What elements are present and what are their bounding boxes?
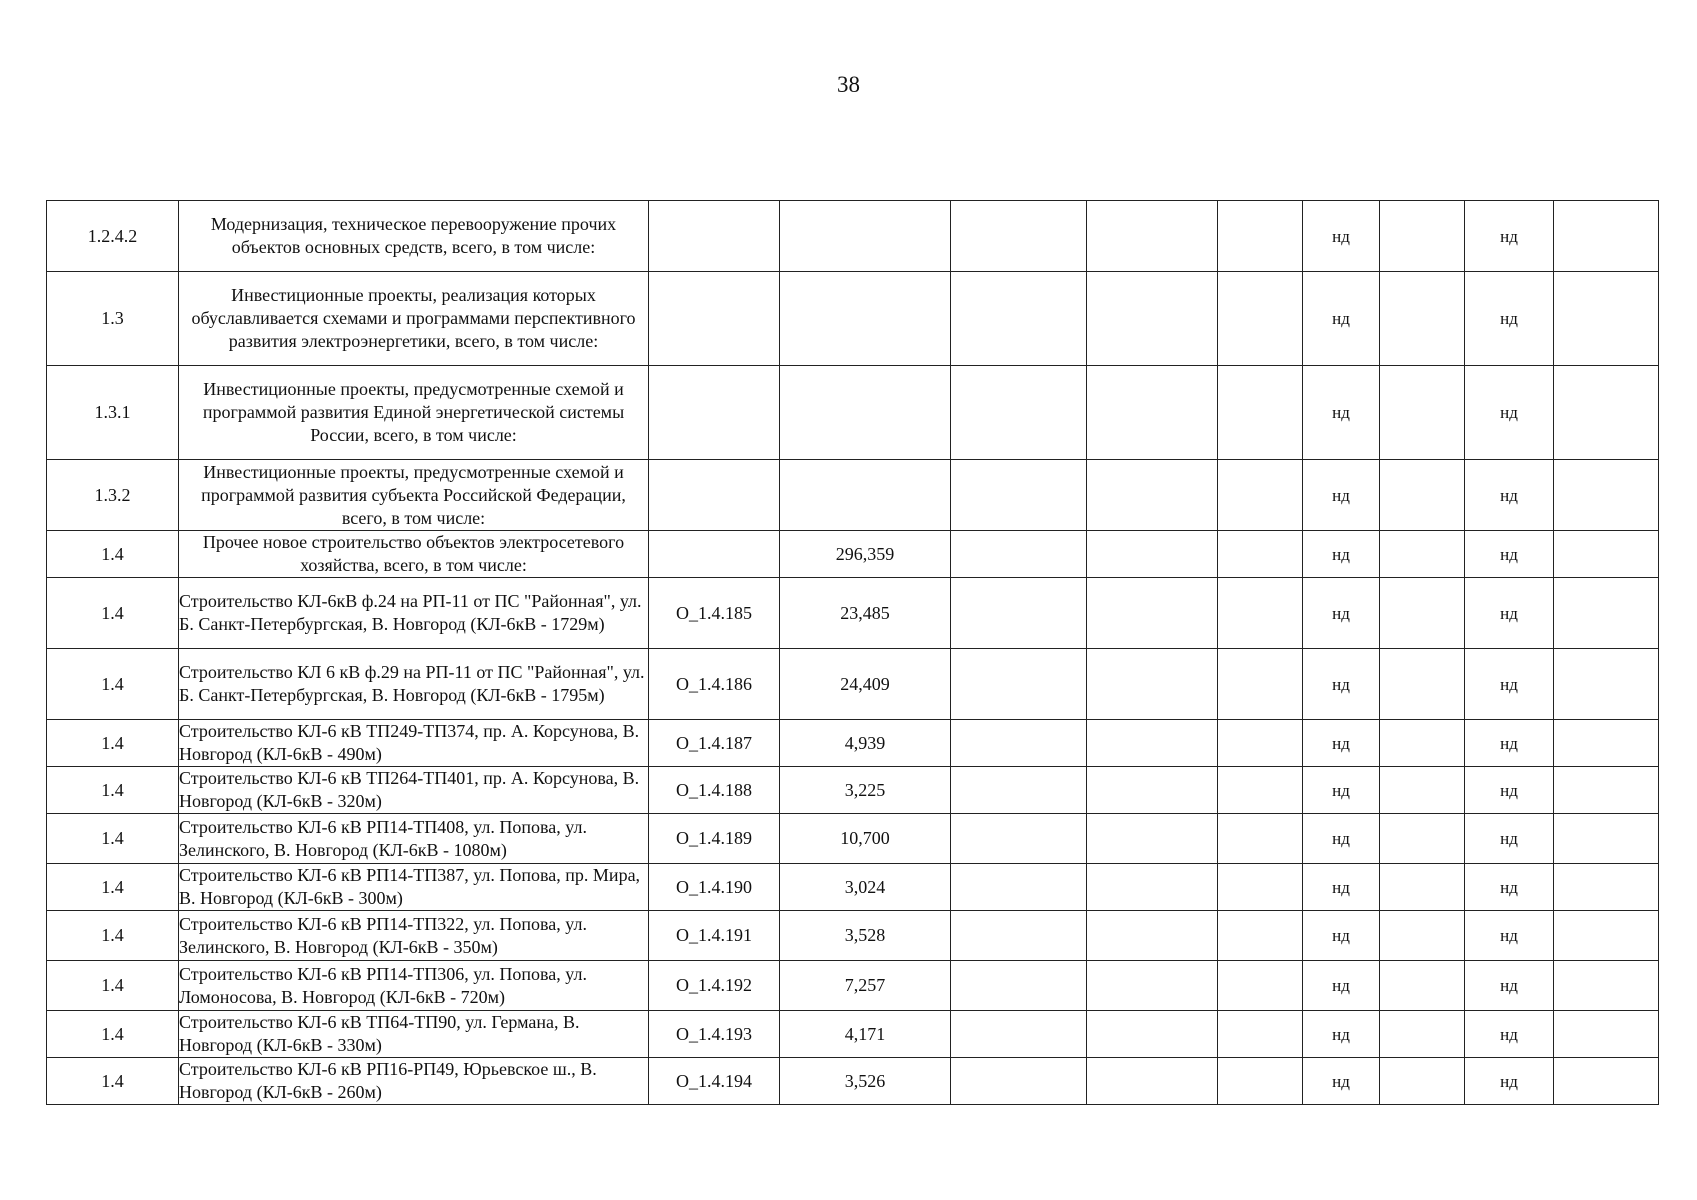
table-row — [47, 460, 1659, 531]
row-name: Строительство КЛ-6 кВ РП14-ТП306, ул. Попова, ул. Ломоносова, В. Новгород (КЛ-6кВ - 720м) — [179, 961, 649, 1011]
empty-cell — [1554, 767, 1659, 814]
empty-cell — [1087, 720, 1218, 767]
table-row — [47, 1058, 1659, 1105]
row-object-id: О_1.4.185 — [649, 578, 780, 649]
row-code: 1.4 — [47, 814, 179, 864]
empty-cell — [1218, 366, 1303, 460]
row-value: 4,939 — [780, 720, 951, 767]
table-row — [47, 864, 1659, 911]
row-name: Строительство КЛ-6 кВ РП14-ТП408, ул. Попова, ул. Зелинского, В. Новгород (КЛ-6кВ - 1080м) — [179, 814, 649, 864]
empty-cell — [951, 460, 1087, 531]
row-value: 3,225 — [780, 767, 951, 814]
empty-cell — [1380, 767, 1465, 814]
row-name: Строительство КЛ-6 кВ ТП264-ТП401, пр. А. Корсунова, В. Новгород (КЛ-6кВ - 320м) — [179, 767, 649, 814]
row-nd-second: нд — [1465, 1011, 1554, 1058]
empty-cell — [951, 720, 1087, 767]
table-row — [47, 578, 1659, 649]
empty-cell — [1380, 649, 1465, 720]
row-name: Строительство КЛ-6 кВ РП14-ТП387, ул. Попова, пр. Мира, В. Новгород (КЛ-6кВ - 300м) — [179, 864, 649, 911]
empty-cell — [1087, 460, 1218, 531]
row-nd-second: нд — [1465, 767, 1554, 814]
page-number: 38 — [837, 72, 860, 97]
row-value — [780, 460, 951, 531]
empty-cell — [1087, 201, 1218, 272]
row-code: 1.4 — [47, 649, 179, 720]
row-object-id: О_1.4.192 — [649, 961, 780, 1011]
row-object-id: О_1.4.194 — [649, 1058, 780, 1105]
empty-cell — [1218, 578, 1303, 649]
empty-cell — [1087, 531, 1218, 578]
row-value: 23,485 — [780, 578, 951, 649]
row-object-id: О_1.4.186 — [649, 649, 780, 720]
row-object-id — [649, 460, 780, 531]
empty-cell — [1218, 272, 1303, 366]
empty-cell — [951, 531, 1087, 578]
empty-cell — [1554, 814, 1659, 864]
row-nd-first: нд — [1303, 201, 1380, 272]
empty-cell — [1218, 1011, 1303, 1058]
empty-cell — [1380, 201, 1465, 272]
empty-cell — [1218, 911, 1303, 961]
row-nd-first: нд — [1303, 366, 1380, 460]
row-nd-second: нд — [1465, 578, 1554, 649]
empty-cell — [1380, 1011, 1465, 1058]
empty-cell — [1087, 649, 1218, 720]
table-row — [47, 961, 1659, 1011]
row-nd-second: нд — [1465, 366, 1554, 460]
empty-cell — [1087, 911, 1218, 961]
empty-cell — [1087, 578, 1218, 649]
row-nd-second: нд — [1465, 201, 1554, 272]
table-row — [47, 366, 1659, 460]
row-code: 1.4 — [47, 720, 179, 767]
row-name: Строительство КЛ 6 кВ ф.29 на РП-11 от ПС "Районная", ул. Б. Санкт-Петербургская, В. Новгород (КЛ-6кВ - 1795м) — [179, 649, 649, 720]
row-nd-first: нд — [1303, 578, 1380, 649]
empty-cell — [1218, 460, 1303, 531]
row-name: Модернизация, техническое перевооружение прочих объектов основных средств, всего, в том числе: — [179, 201, 649, 272]
row-code: 1.3.1 — [47, 366, 179, 460]
row-code: 1.4 — [47, 767, 179, 814]
row-name: Строительство КЛ-6 кВ ТП64-ТП90, ул. Германа, В. Новгород (КЛ-6кВ - 330м) — [179, 1011, 649, 1058]
row-object-id: О_1.4.188 — [649, 767, 780, 814]
empty-cell — [951, 578, 1087, 649]
empty-cell — [1554, 460, 1659, 531]
empty-cell — [951, 864, 1087, 911]
row-name: Инвестиционные проекты, предусмотренные схемой и программой развития Единой энергетической системы России, всего, в том числе: — [179, 366, 649, 460]
empty-cell — [951, 649, 1087, 720]
row-nd-second: нд — [1465, 1058, 1554, 1105]
empty-cell — [1087, 1058, 1218, 1105]
row-object-id — [649, 366, 780, 460]
row-name: Инвестиционные проекты, предусмотренные схемой и программой развития субъекта Российской Федерации, всего, в том числе: — [179, 460, 649, 531]
row-value: 10,700 — [780, 814, 951, 864]
empty-cell — [1087, 1011, 1218, 1058]
row-nd-first: нд — [1303, 1011, 1380, 1058]
row-value — [780, 272, 951, 366]
row-nd-first: нд — [1303, 911, 1380, 961]
empty-cell — [1380, 578, 1465, 649]
table-row — [47, 272, 1659, 366]
row-object-id: О_1.4.191 — [649, 911, 780, 961]
row-nd-first: нд — [1303, 1058, 1380, 1105]
empty-cell — [1554, 911, 1659, 961]
row-object-id — [649, 531, 780, 578]
empty-cell — [1554, 531, 1659, 578]
table-row — [47, 201, 1659, 272]
table-row — [47, 767, 1659, 814]
empty-cell — [1087, 961, 1218, 1011]
row-value: 24,409 — [780, 649, 951, 720]
empty-cell — [1380, 864, 1465, 911]
row-value: 296,359 — [780, 531, 951, 578]
row-code: 1.2.4.2 — [47, 201, 179, 272]
empty-cell — [951, 1011, 1087, 1058]
empty-cell — [1380, 366, 1465, 460]
empty-cell — [1218, 201, 1303, 272]
row-value: 3,528 — [780, 911, 951, 961]
row-name: Строительство КЛ-6 кВ ТП249-ТП374, пр. А. Корсунова, В. Новгород (КЛ-6кВ - 490м) — [179, 720, 649, 767]
empty-cell — [1554, 366, 1659, 460]
empty-cell — [1380, 460, 1465, 531]
empty-cell — [1087, 767, 1218, 814]
row-name: Строительство КЛ-6 кВ РП14-ТП322, ул. Попова, ул. Зелинского, В. Новгород (КЛ-6кВ - 350м) — [179, 911, 649, 961]
row-nd-first: нд — [1303, 460, 1380, 531]
row-nd-first: нд — [1303, 272, 1380, 366]
row-nd-first: нд — [1303, 531, 1380, 578]
row-nd-second: нд — [1465, 911, 1554, 961]
empty-cell — [1087, 272, 1218, 366]
empty-cell — [1218, 720, 1303, 767]
empty-cell — [951, 272, 1087, 366]
empty-cell — [1554, 720, 1659, 767]
table-row — [47, 720, 1659, 767]
empty-cell — [951, 201, 1087, 272]
row-nd-first: нд — [1303, 767, 1380, 814]
table-row — [47, 911, 1659, 961]
row-value — [780, 201, 951, 272]
empty-cell — [1380, 720, 1465, 767]
row-object-id — [649, 201, 780, 272]
row-name: Инвестиционные проекты, реализация которых обуславливается схемами и программами перспективного развития электроэнергетики, всего, в том числе: — [179, 272, 649, 366]
row-code: 1.4 — [47, 531, 179, 578]
empty-cell — [1554, 961, 1659, 1011]
row-nd-second: нд — [1465, 272, 1554, 366]
empty-cell — [951, 911, 1087, 961]
empty-cell — [1087, 864, 1218, 911]
row-nd-second: нд — [1465, 460, 1554, 531]
table-row — [47, 814, 1659, 864]
row-code: 1.4 — [47, 1058, 179, 1105]
table-row — [47, 1011, 1659, 1058]
empty-cell — [1380, 531, 1465, 578]
row-object-id: О_1.4.187 — [649, 720, 780, 767]
row-nd-first: нд — [1303, 961, 1380, 1011]
empty-cell — [1554, 578, 1659, 649]
row-nd-second: нд — [1465, 720, 1554, 767]
table-row — [47, 649, 1659, 720]
empty-cell — [1218, 531, 1303, 578]
row-value: 4,171 — [780, 1011, 951, 1058]
row-code: 1.3 — [47, 272, 179, 366]
empty-cell — [1554, 272, 1659, 366]
row-nd-second: нд — [1465, 864, 1554, 911]
row-object-id — [649, 272, 780, 366]
empty-cell — [951, 767, 1087, 814]
empty-cell — [1380, 272, 1465, 366]
empty-cell — [1380, 1058, 1465, 1105]
empty-cell — [1380, 911, 1465, 961]
row-object-id: О_1.4.193 — [649, 1011, 780, 1058]
empty-cell — [1554, 864, 1659, 911]
empty-cell — [1087, 814, 1218, 864]
empty-cell — [951, 1058, 1087, 1105]
row-name: Строительство КЛ-6 кВ РП16-РП49, Юрьевское ш., В. Новгород (КЛ-6кВ - 260м) — [179, 1058, 649, 1105]
row-nd-second: нд — [1465, 814, 1554, 864]
empty-cell — [1380, 814, 1465, 864]
row-nd-first: нд — [1303, 814, 1380, 864]
table-row — [47, 531, 1659, 578]
row-nd-second: нд — [1465, 531, 1554, 578]
row-value: 7,257 — [780, 961, 951, 1011]
row-object-id: О_1.4.190 — [649, 864, 780, 911]
row-code: 1.4 — [47, 911, 179, 961]
row-nd-first: нд — [1303, 720, 1380, 767]
empty-cell — [1218, 1058, 1303, 1105]
empty-cell — [1218, 814, 1303, 864]
row-code: 1.4 — [47, 864, 179, 911]
row-code: 1.4 — [47, 578, 179, 649]
empty-cell — [1218, 864, 1303, 911]
row-code: 1.4 — [47, 961, 179, 1011]
row-value: 3,024 — [780, 864, 951, 911]
empty-cell — [1554, 201, 1659, 272]
row-code: 1.3.2 — [47, 460, 179, 531]
empty-cell — [1380, 961, 1465, 1011]
row-code: 1.4 — [47, 1011, 179, 1058]
empty-cell — [951, 814, 1087, 864]
empty-cell — [951, 961, 1087, 1011]
empty-cell — [1554, 1011, 1659, 1058]
empty-cell — [1218, 767, 1303, 814]
row-nd-second: нд — [1465, 961, 1554, 1011]
row-name: Строительство КЛ-6кВ ф.24 на РП-11 от ПС "Районная", ул. Б. Санкт-Петербургская, В. Новгород (КЛ-6кВ - 1729м) — [179, 578, 649, 649]
empty-cell — [1087, 366, 1218, 460]
row-name: Прочее новое строительство объектов электросетевого хозяйства, всего, в том числе: — [179, 531, 649, 578]
empty-cell — [1218, 961, 1303, 1011]
row-value — [780, 366, 951, 460]
empty-cell — [1218, 649, 1303, 720]
row-object-id: О_1.4.189 — [649, 814, 780, 864]
row-value: 3,526 — [780, 1058, 951, 1105]
row-nd-second: нд — [1465, 649, 1554, 720]
empty-cell — [1554, 649, 1659, 720]
investment-table — [46, 200, 1659, 1105]
empty-cell — [951, 366, 1087, 460]
row-nd-first: нд — [1303, 649, 1380, 720]
row-nd-first: нд — [1303, 864, 1380, 911]
empty-cell — [1554, 1058, 1659, 1105]
